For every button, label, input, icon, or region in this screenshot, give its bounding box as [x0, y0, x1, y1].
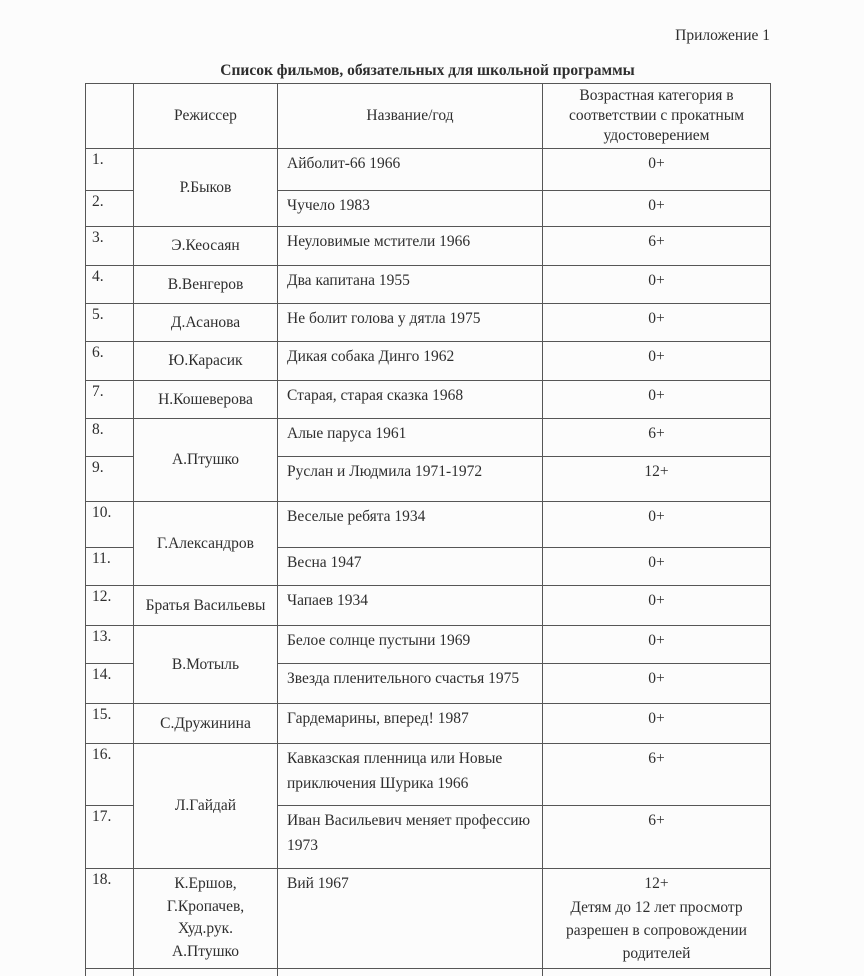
film-title-cell: Иван Васильевич меняет профессию 1973	[278, 806, 543, 869]
table-row	[86, 586, 771, 626]
page-title: Список фильмов, обязательных для школьной программы	[220, 62, 635, 79]
age-category-cell: 0+	[543, 381, 771, 419]
film-title-cell: Айболит-66 1966	[278, 149, 543, 191]
director-cell: В.Венгеров	[134, 266, 278, 304]
director-cell: Л.Гайдай	[134, 744, 278, 869]
film-title-cell: Алые паруса 1961	[278, 419, 543, 457]
row-number-cell: 1.	[86, 149, 134, 191]
row-number-cell: 8.	[86, 419, 134, 457]
film-title-cell: Звезда пленительного счастья 1975	[278, 664, 543, 704]
age-category-cell: 0+	[543, 548, 771, 586]
table-header	[86, 84, 771, 149]
director-cell: С.Дружинина	[134, 704, 278, 744]
director-cell: Д.Асанова	[134, 304, 278, 342]
film-title-cell: Руслан и Людмила 1971-1972	[278, 457, 543, 502]
age-note: Детям до 12 лет просмотр разрешен в сопровождении родителей	[566, 898, 747, 963]
director-cell: Ю.Карасик	[134, 342, 278, 381]
age-category-cell: 0+	[543, 502, 771, 548]
row-number-cell: 9.	[86, 457, 134, 502]
age-category-cell: 0+	[543, 342, 771, 381]
film-title-cell: Кавказская пленница или Новые приключения Шурика 1966	[278, 744, 543, 806]
row-number-cell: 14.	[86, 664, 134, 704]
film-title-cell: Старая, старая сказка 1968	[278, 381, 543, 419]
director-cell: А.Птушко	[134, 419, 278, 502]
age-value: 12+	[644, 875, 669, 893]
film-title-cell: Неуловимые мстители 1966	[278, 227, 543, 266]
age-category-cell: 0+	[543, 266, 771, 304]
director-line: Г.Кропачев,	[166, 897, 245, 915]
age-category-cell: 12+	[543, 457, 771, 502]
film-title-cell: Весна 1947	[278, 548, 543, 586]
row-number-cell: 16.	[86, 744, 134, 806]
row-number-cell: 2.	[86, 191, 134, 227]
film-title-cell: Белое солнце пустыни 1969	[278, 626, 543, 664]
film-title-cell: Чапаев 1934	[278, 586, 543, 626]
film-title-cell: Вий 1967	[278, 869, 543, 969]
director-cell: Р.Быков	[134, 149, 278, 227]
row-number-cell: 12.	[86, 586, 134, 626]
director-cell	[134, 869, 278, 969]
director-line: А.Птушко	[171, 942, 239, 960]
age-category-cell: 0+	[543, 304, 771, 342]
table-row	[86, 381, 771, 419]
table-row	[86, 227, 771, 266]
director-cell: Э.Кеосаян	[134, 227, 278, 266]
age-category-cell: 6+	[543, 227, 771, 266]
partial-next-row	[86, 969, 771, 976]
age-category-cell	[543, 869, 771, 969]
age-category-cell: 6+	[543, 744, 771, 806]
partial-cell	[543, 969, 771, 976]
row-number-cell: 4.	[86, 266, 134, 304]
table-row	[86, 342, 771, 381]
film-title-cell: Чучело 1983	[278, 191, 543, 227]
row-number-cell: 3.	[86, 227, 134, 266]
director-cell: Г.Александров	[134, 502, 278, 586]
row-number-cell: 7.	[86, 381, 134, 419]
age-category-cell: 0+	[543, 149, 771, 191]
header-title: Название/год	[278, 84, 543, 149]
film-title-cell: Веселые ребята 1934	[278, 502, 543, 548]
row-number-cell: 6.	[86, 342, 134, 381]
row-number-cell: 17.	[86, 806, 134, 869]
row-number-cell: 15.	[86, 704, 134, 744]
table-row	[86, 304, 771, 342]
age-category-cell: 0+	[543, 704, 771, 744]
table-row	[86, 704, 771, 744]
director-cell: Н.Кошеверова	[134, 381, 278, 419]
film-title-cell: Гардемарины, вперед! 1987	[278, 704, 543, 744]
age-category-cell: 6+	[543, 419, 771, 457]
age-category-cell: 0+	[543, 586, 771, 626]
partial-cell	[134, 969, 278, 976]
table-row	[86, 266, 771, 304]
table-row	[86, 149, 771, 191]
row-number-cell: 13.	[86, 626, 134, 664]
film-title-cell: Не болит голова у дятла 1975	[278, 304, 543, 342]
director-cell: В.Мотыль	[134, 626, 278, 704]
row-number-cell: 5.	[86, 304, 134, 342]
table-row	[86, 419, 771, 457]
table-row	[86, 502, 771, 548]
row-number-cell: 10.	[86, 502, 134, 548]
header-row	[86, 84, 771, 149]
header-director: Режиссер	[134, 84, 278, 149]
director-line: К.Ершов,	[174, 875, 237, 893]
table-row	[86, 744, 771, 806]
partial-cell	[278, 969, 543, 976]
film-title-cell: Дикая собака Динго 1962	[278, 342, 543, 381]
film-table-body	[86, 149, 771, 976]
header-number	[86, 84, 134, 149]
row-number-cell: 18.	[86, 869, 134, 969]
film-title-cell: Два капитана 1955	[278, 266, 543, 304]
appendix-label: Приложение 1	[675, 27, 770, 44]
age-category-cell: 6+	[543, 806, 771, 869]
table-row	[86, 626, 771, 664]
age-category-cell: 0+	[543, 191, 771, 227]
row-number-cell: 11.	[86, 548, 134, 586]
table-row	[86, 869, 771, 969]
partial-cell	[86, 969, 134, 976]
films-table	[85, 83, 771, 976]
header-age-category: Возрастная категория в соответствии с прокатным удостоверением	[543, 84, 771, 149]
director-cell: Братья Васильевы	[134, 586, 278, 626]
director-line: Худ.рук.	[177, 920, 234, 938]
age-category-cell: 0+	[543, 664, 771, 704]
age-category-cell: 0+	[543, 626, 771, 664]
